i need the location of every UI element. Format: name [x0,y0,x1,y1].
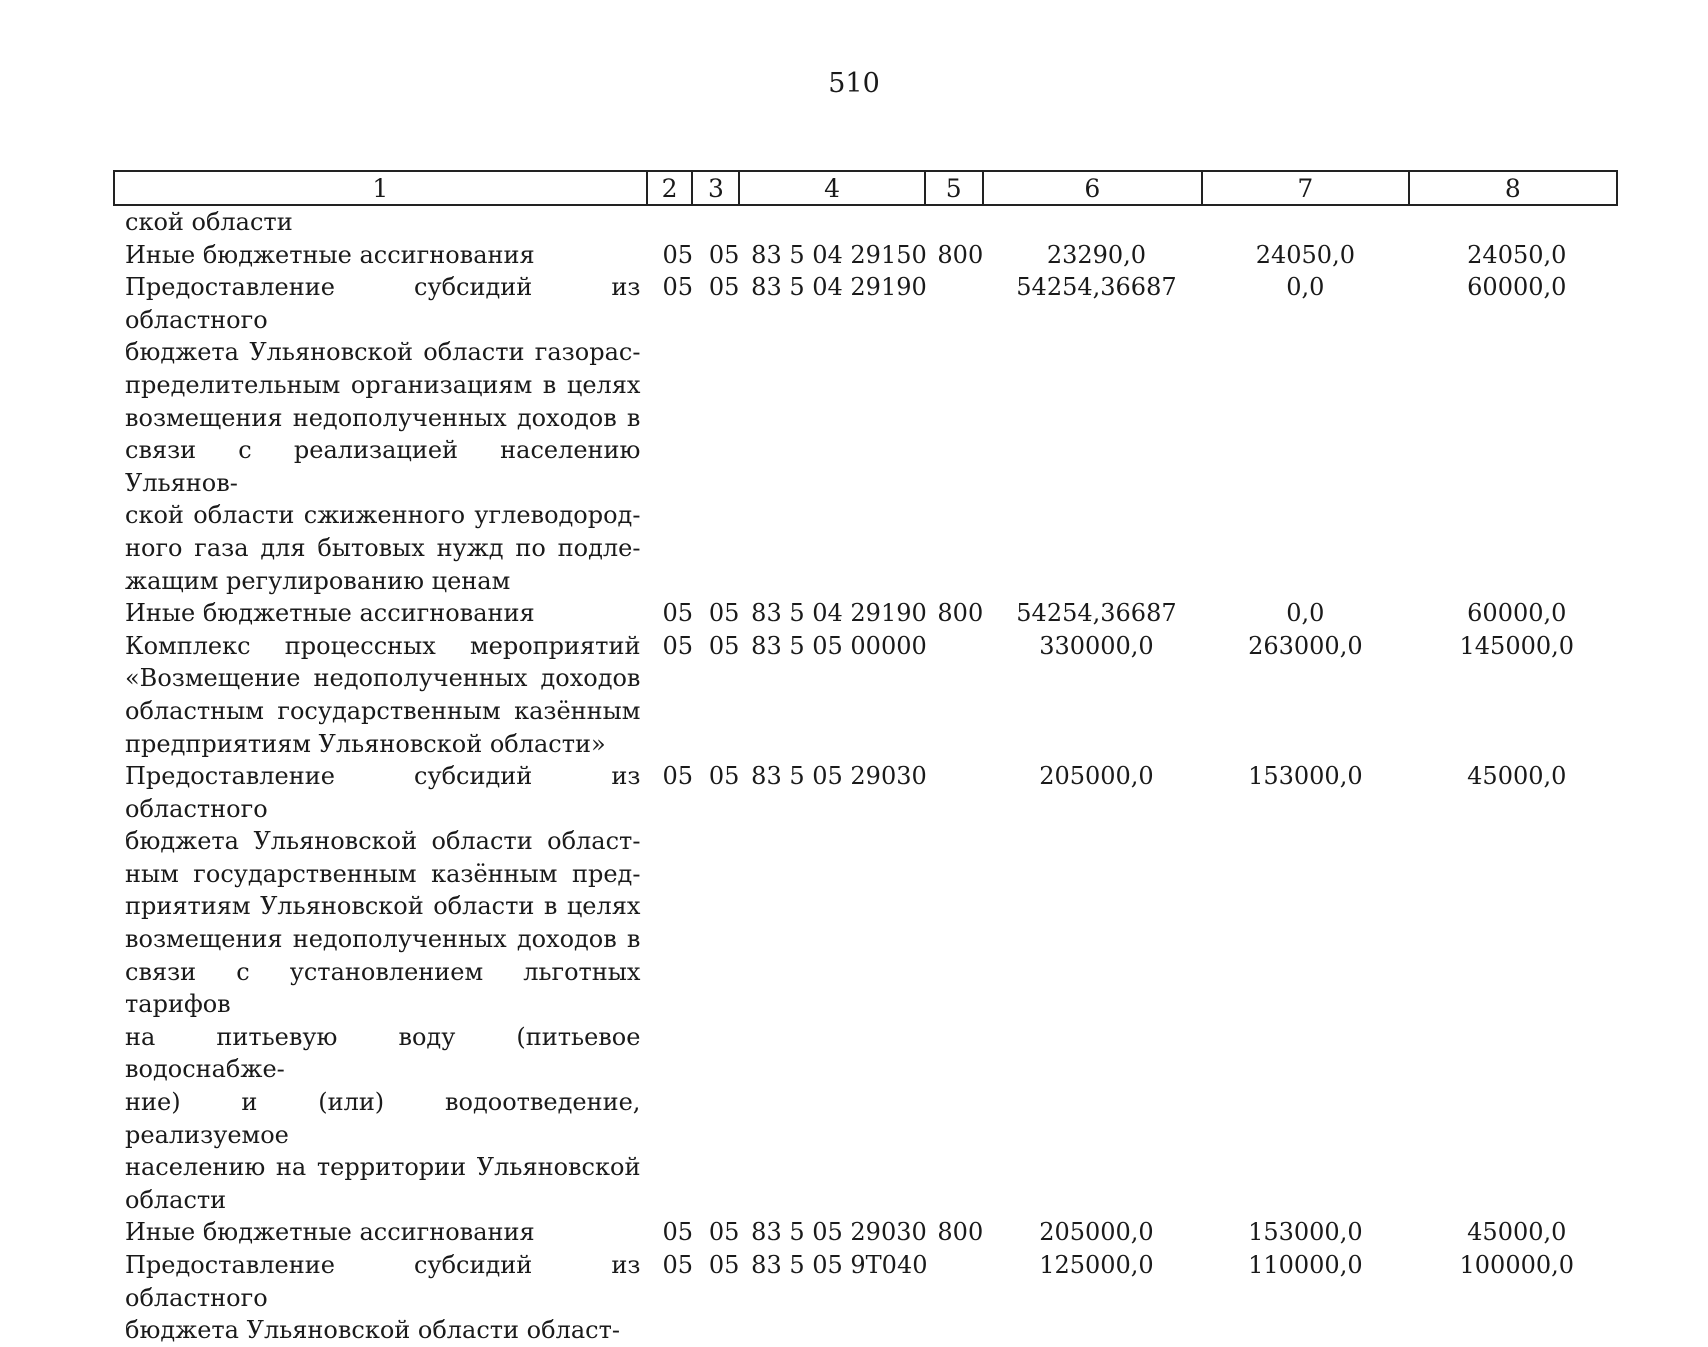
row-target-article: 83 5 05 29030 [751,762,927,791]
row-description [125,271,640,597]
row-section-code: 05 [662,240,693,269]
row-expense-type [937,760,995,1216]
row-expense-type [937,271,995,597]
row-amount-col7: 263000,0 [1248,631,1363,660]
description-line: Иные бюджетные ассигнования [125,240,535,269]
row-amount-col7: 0,0 [1286,273,1325,302]
description-line: возмещения недополученных доходов в [125,925,641,954]
row-section-code: 05 [662,599,693,628]
row-subsection-code: 05 [708,1251,740,1279]
row-section-code: 05 [662,1251,693,1279]
table-row [125,630,1620,760]
description-line: Иные бюджетные ассигнования [125,599,535,628]
row-expense-type [937,206,995,239]
row-target-article [751,206,937,239]
description-line: на питьевую воду (питьевое водоснабже- [125,1022,641,1084]
header-col-8: 8 [1504,173,1521,203]
row-expense-type [937,1249,995,1347]
description-line: бюджета Ульяновской области газорас- [125,338,641,367]
row-subsection-code [709,206,751,239]
table-header [113,170,1618,206]
description-line: Комплекс процессных мероприятий [125,631,641,660]
row-amount-col6: 54254,36687 [1016,273,1177,302]
description-line: бюджета Ульяновской области област- [125,1316,620,1345]
description-line: ской области сжиженного углеводород- [125,501,641,530]
row-description [125,760,640,1216]
table-row [125,760,1620,1216]
row-expense-type: 800 [937,1218,984,1247]
description-line: Предоставление субсидий из областного [125,1251,641,1312]
description-line: ным государственным казённым пред- [125,859,641,888]
row-expense-type [937,630,995,760]
table-row [125,206,1620,239]
description-line: ние) и (или) водоотведение, реализуемое [125,1088,641,1149]
description-line: связи с установлением льготных тарифов [125,957,641,1019]
row-section-code: 05 [662,762,693,791]
row-section-code: 05 [662,1218,693,1247]
row-expense-type: 800 [937,240,984,269]
table-row [125,597,1620,630]
row-target-article: 83 5 05 9Т040 [751,1251,928,1279]
header-col-4: 4 [740,172,926,204]
description-line: связи с реализацией населению Ульянов- [125,436,641,497]
row-amount-col8: 100000,0 [1459,1251,1575,1279]
row-amount-col7: 24050,0 [1255,240,1355,269]
row-amount-col6: 54254,36687 [1016,599,1177,628]
row-expense-type: 800 [937,599,984,628]
row-amount-col7: 153000,0 [1248,1218,1363,1247]
description-line: ного газа для бытовых нужд по подле- [125,533,641,562]
row-amount-col6: 23290,0 [1046,240,1147,269]
row-section-code: 05 [662,631,693,660]
header-col-1: 1 [115,172,648,204]
row-amount-col6: 125000,0 [1039,1251,1154,1279]
row-description [125,239,640,272]
row-target-article: 83 5 04 29150 [751,240,927,269]
header-col-2: 2 [648,172,694,204]
row-amount-col7: 110000,0 [1248,1251,1363,1279]
table-row [125,239,1620,272]
description-line: населению на территории Ульяновской [125,1153,641,1182]
row-amount-col8 [1414,206,1620,239]
row-amount-col6: 330000,0 [1039,631,1154,660]
description-line: «Возмещение недополученных доходов [125,664,641,693]
row-subsection-code: 05 [708,599,740,628]
row-subsection-code: 05 [708,631,740,660]
table-row [125,1216,1620,1249]
row-description [125,630,640,760]
row-amount-col8: 24050,0 [1467,240,1567,269]
row-target-article: 83 5 04 29190 [751,273,927,302]
header-col-5: 5 [926,172,984,204]
description-line: пределительным организациям в целях [125,370,641,399]
table-row [125,1249,1620,1347]
description-line: области [125,1185,227,1214]
header-col-6: 6 [984,172,1203,204]
description-line: бюджета Ульяновской области област- [125,827,641,856]
row-amount-col6 [996,206,1197,239]
description-line: возмещения недополученных доходов в [125,403,641,432]
row-section-code: 05 [662,273,693,302]
row-amount-col7 [1197,206,1413,239]
table-row [125,271,1620,597]
row-description [125,206,640,239]
description-line: предприятиям Ульяновской области» [125,729,606,758]
row-subsection-code: 05 [708,762,740,791]
row-amount-col8: 60000,0 [1467,599,1567,628]
description-line: жащим регулированию ценам [125,566,511,595]
row-amount-col8: 45000,0 [1467,1218,1567,1247]
row-amount-col8: 145000,0 [1459,631,1575,660]
row-amount-col7: 153000,0 [1248,762,1363,791]
description-line: областным государственным казённым [125,696,641,725]
budget-table [125,206,1620,1347]
row-section-code [640,206,708,239]
row-target-article: 83 5 05 29030 [751,1218,927,1247]
description-line: ской области [125,208,293,236]
description-line: приятиям Ульяновской области в целях [125,892,641,921]
description-line: Предоставление субсидий из областного [125,762,641,823]
row-subsection-code: 05 [708,1218,740,1247]
header-col-3: 3 [693,172,740,204]
header-col-7: 7 [1203,172,1409,204]
row-description [125,1216,640,1249]
description-line: Иные бюджетные ассигнования [125,1218,535,1247]
row-description [125,1249,640,1347]
row-amount-col6: 205000,0 [1039,762,1154,791]
description-line: Предоставление субсидий из областного [125,273,641,334]
row-amount-col8: 60000,0 [1467,273,1567,302]
row-description [125,597,640,630]
row-amount-col8: 45000,0 [1467,762,1567,791]
row-subsection-code: 05 [708,273,740,302]
page-number: 510 [828,68,880,99]
row-subsection-code: 05 [708,240,740,269]
row-target-article: 83 5 04 29190 [751,599,927,628]
row-amount-col6: 205000,0 [1039,1218,1154,1247]
row-target-article: 83 5 05 00000 [751,631,927,660]
row-amount-col7: 0,0 [1286,599,1325,628]
